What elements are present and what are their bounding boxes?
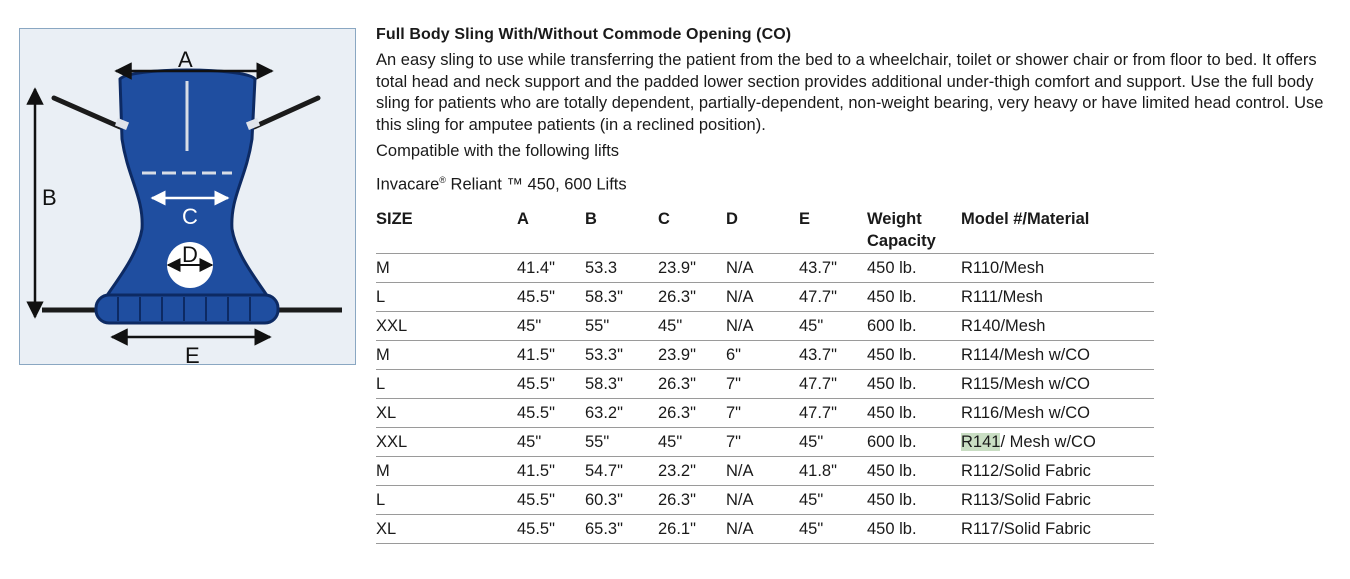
lift-brand: Invacare	[376, 175, 440, 193]
cell-model: R113/Solid Fabric	[961, 485, 1154, 514]
cell-model: R111/Mesh	[961, 282, 1154, 311]
cell-size: M	[376, 340, 517, 369]
cell-a: 45"	[517, 311, 585, 340]
cell-model: R140/Mesh	[961, 311, 1154, 340]
cell-a: 41.5"	[517, 340, 585, 369]
cell-e: 47.7"	[799, 282, 867, 311]
table-row	[376, 340, 1154, 369]
cell-b: 53.3	[585, 253, 658, 282]
sling-diagram-illustration	[20, 29, 355, 364]
table-row	[376, 369, 1154, 398]
cell-b: 58.3"	[585, 369, 658, 398]
cell-weight: 600 lb.	[867, 427, 961, 456]
registered-mark: ®	[439, 174, 446, 185]
cell-weight: 450 lb.	[867, 340, 961, 369]
table-row	[376, 282, 1154, 311]
cell-c: 26.3"	[658, 485, 726, 514]
cell-a: 41.4"	[517, 253, 585, 282]
cell-weight: 450 lb.	[867, 369, 961, 398]
cell-model: R116/Mesh w/CO	[961, 398, 1154, 427]
cell-e: 43.7"	[799, 340, 867, 369]
header-e: E	[799, 208, 867, 254]
label-d: D	[182, 242, 198, 267]
cell-e: 45"	[799, 427, 867, 456]
cell-weight: 450 lb.	[867, 514, 961, 543]
cell-weight: 600 lb.	[867, 311, 961, 340]
cell-model: R115/Mesh w/CO	[961, 369, 1154, 398]
sling-diagram	[19, 28, 356, 365]
cell-c: 26.1"	[658, 514, 726, 543]
cell-weight: 450 lb.	[867, 456, 961, 485]
cell-d: N/A	[726, 485, 799, 514]
highlighted-model-number: R141	[961, 432, 1001, 451]
cell-c: 45"	[658, 427, 726, 456]
cell-b: 55"	[585, 427, 658, 456]
header-weight-line1: Weight	[867, 209, 922, 228]
cell-weight: 450 lb.	[867, 253, 961, 282]
cell-weight: 450 lb.	[867, 282, 961, 311]
cell-d: N/A	[726, 514, 799, 543]
header-size: SIZE	[376, 208, 517, 254]
cell-d: 7"	[726, 398, 799, 427]
cell-e: 45"	[799, 311, 867, 340]
cell-size: L	[376, 369, 517, 398]
cell-b: 58.3"	[585, 282, 658, 311]
cell-a: 45.5"	[517, 369, 585, 398]
cell-c: 45"	[658, 311, 726, 340]
cell-b: 55"	[585, 311, 658, 340]
cell-c: 26.3"	[658, 398, 726, 427]
cell-d: 7"	[726, 427, 799, 456]
table-row	[376, 398, 1154, 427]
product-title: Full Body Sling With/Without Commode Opening (CO)	[376, 26, 792, 43]
cell-d: 6"	[726, 340, 799, 369]
cell-size: XXL	[376, 311, 517, 340]
cell-c: 23.9"	[658, 340, 726, 369]
label-b: B	[42, 185, 57, 210]
cell-b: 60.3"	[585, 485, 658, 514]
compatible-lifts	[376, 170, 1336, 196]
cell-b: 54.7"	[585, 456, 658, 485]
model-material-rest: / Mesh w/CO	[1000, 432, 1096, 451]
cell-model: R112/Solid Fabric	[961, 456, 1154, 485]
header-c: C	[658, 208, 726, 254]
cell-b: 63.2"	[585, 398, 658, 427]
cell-size: M	[376, 456, 517, 485]
table-row	[376, 311, 1154, 340]
table-row	[376, 427, 1154, 456]
cell-d: N/A	[726, 456, 799, 485]
cell-d: 7"	[726, 369, 799, 398]
label-a: A	[178, 47, 193, 72]
cell-model: R117/Solid Fabric	[961, 514, 1154, 543]
cell-a: 45"	[517, 427, 585, 456]
cell-e: 47.7"	[799, 369, 867, 398]
lift-models: 450, 600 Lifts	[522, 175, 627, 193]
product-info	[376, 26, 1336, 544]
cell-e: 45"	[799, 485, 867, 514]
header-weight-capacity	[867, 208, 961, 254]
table-row	[376, 253, 1154, 282]
cell-e: 45"	[799, 514, 867, 543]
cell-model: R114/Mesh w/CO	[961, 340, 1154, 369]
cell-a: 45.5"	[517, 514, 585, 543]
size-table	[376, 208, 1154, 544]
header-b: B	[585, 208, 658, 254]
cell-weight: 450 lb.	[867, 485, 961, 514]
cell-size: XL	[376, 514, 517, 543]
cell-a: 45.5"	[517, 282, 585, 311]
cell-a: 45.5"	[517, 398, 585, 427]
cell-size: L	[376, 485, 517, 514]
compatibility-heading: Compatible with the following lifts	[376, 142, 620, 160]
cell-size: M	[376, 253, 517, 282]
cell-c: 23.9"	[658, 253, 726, 282]
cell-b: 65.3"	[585, 514, 658, 543]
cell-c: 26.3"	[658, 369, 726, 398]
cell-d: N/A	[726, 311, 799, 340]
header-model: Model #/Material	[961, 208, 1154, 254]
table-row	[376, 514, 1154, 543]
cell-model	[961, 427, 1154, 456]
cell-weight: 450 lb.	[867, 398, 961, 427]
cell-c: 26.3"	[658, 282, 726, 311]
label-e: E	[185, 343, 200, 364]
cell-d: N/A	[726, 282, 799, 311]
cell-c: 23.2"	[658, 456, 726, 485]
lift-name: Reliant	[445, 175, 507, 193]
cell-a: 41.5"	[517, 456, 585, 485]
cell-size: L	[376, 282, 517, 311]
label-c: C	[182, 204, 198, 229]
trademark-mark: ™	[506, 175, 523, 193]
product-description: An easy sling to use while transferring the patient from the bed to a wheelchair, toilet or shower chair or from floor to bed. It offers total head and neck support and the padded lower section provides additional under-thigh comfort and support. Use the full body sling for patients who are totally dependent, partially-dependent, non-weight bearing, very heavy or have limited head control. Use this sling for amputee patients (in a reclined position).	[376, 51, 1324, 134]
cell-e: 43.7"	[799, 253, 867, 282]
table-body	[376, 253, 1154, 543]
cell-size: XXL	[376, 427, 517, 456]
table-row	[376, 456, 1154, 485]
table-header-row	[376, 208, 1154, 254]
header-weight-line2: Capacity	[867, 231, 936, 250]
cell-b: 53.3"	[585, 340, 658, 369]
cell-a: 45.5"	[517, 485, 585, 514]
cell-e: 41.8"	[799, 456, 867, 485]
table-row	[376, 485, 1154, 514]
cell-d: N/A	[726, 253, 799, 282]
cell-size: XL	[376, 398, 517, 427]
header-d: D	[726, 208, 799, 254]
cell-model: R110/Mesh	[961, 253, 1154, 282]
header-a: A	[517, 208, 585, 254]
cell-e: 47.7"	[799, 398, 867, 427]
